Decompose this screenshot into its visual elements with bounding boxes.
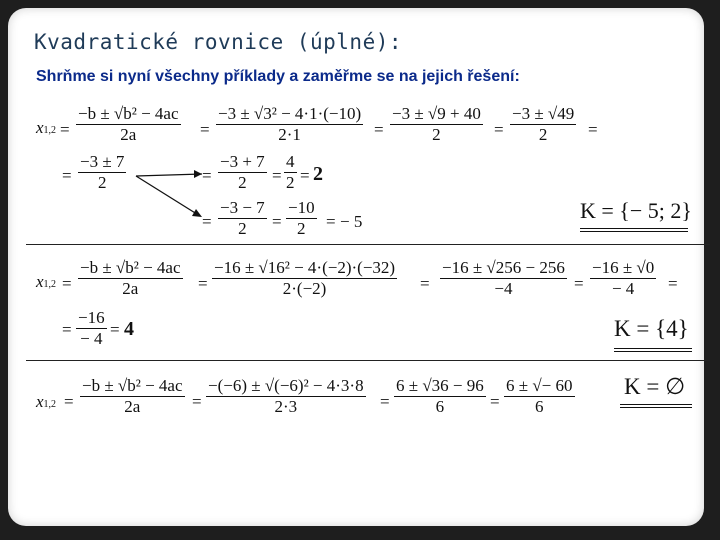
ex1-eq-5: =: [588, 120, 598, 139]
numerator: −(−6) ± √(−6)² − 4·3·8: [208, 376, 364, 395]
denominator: 2: [432, 125, 441, 145]
denominator: 6: [535, 397, 544, 417]
ex1-eq-12: =: [326, 212, 336, 231]
numerator: 6 ± √36 − 96: [396, 376, 484, 395]
denominator: 2: [286, 173, 295, 193]
numerator: −16 ± √16² − 4·(−2)·(−32): [214, 258, 396, 277]
arrow-up-head: [194, 170, 202, 178]
ex3-answer-underline: [620, 404, 692, 408]
ex1-eq-6: =: [62, 166, 72, 185]
ex3-frac-negative: [504, 376, 575, 417]
ex1-eq-1: =: [60, 120, 70, 139]
ex2-frac-final: [76, 308, 107, 349]
denominator: 2: [238, 219, 247, 239]
numerator: −16 ± √256 − 256: [442, 258, 565, 277]
numerator: −3 + 7: [220, 152, 265, 171]
ex1-lhs-sub: 1,2: [43, 125, 57, 136]
ex2-frac-sqrt: [590, 258, 656, 299]
ex1-lhs-var: x: [36, 118, 44, 137]
numerator: −b ± √b² − 4ac: [82, 376, 183, 395]
ex1-frac-10-2: [286, 198, 317, 239]
numerator: −16 ± √0: [592, 258, 655, 277]
ex3-frac-substituted: [206, 376, 366, 417]
ex3-eq-1: =: [64, 392, 74, 411]
ex2-eq-6: =: [62, 320, 72, 339]
ex1-eq-4: =: [494, 120, 504, 139]
ex1-frac-simplified: [390, 104, 483, 145]
ex1-frac-substituted: [216, 104, 363, 145]
ex3-answer: K = ∅: [624, 374, 686, 399]
ex1-frac-sqrt: [510, 104, 576, 145]
numerator: 4: [286, 152, 295, 171]
ex2-eq-2: =: [198, 274, 208, 293]
ex1-root-1: 2: [313, 163, 323, 185]
ex1-root-2: − 5: [340, 212, 363, 231]
numerator: −3 ± √9 + 40: [392, 104, 481, 123]
slide-subtitle: Shrňme si nyní všechny příklady a zaměřme se na jejich řešení:: [36, 68, 520, 85]
slide-title: Kvadratické rovnice (úplné):: [34, 30, 403, 54]
numerator: −16: [78, 308, 105, 327]
ex3-eq-2: =: [192, 392, 202, 411]
ex2-frac-formula: [78, 258, 183, 299]
denominator: 2a: [124, 397, 141, 417]
ex1-eq-8: =: [272, 166, 282, 185]
ex1-eq-7: =: [202, 166, 212, 185]
divider-2: [26, 360, 710, 361]
ex2-eq-7: =: [110, 320, 120, 339]
ex1-frac-4-2: [284, 152, 297, 193]
ex1-frac-formula: [76, 104, 181, 145]
divider-1: [26, 244, 710, 245]
ex2-frac-simplified: [440, 258, 567, 299]
ex1-frac-pm: [78, 152, 126, 193]
ex2-answer: K = {4}: [614, 316, 689, 341]
ex1-eq-9: =: [300, 166, 310, 185]
ex1-frac-minus: [218, 198, 267, 239]
denominator: 2: [538, 125, 548, 145]
arrow-down-line: [136, 176, 200, 216]
denominator: 6: [435, 397, 445, 417]
denominator: 2·3: [274, 397, 298, 417]
ex2-lhs: [36, 272, 56, 292]
ex1-lhs: [36, 118, 56, 138]
ex1-eq-3: =: [374, 120, 384, 139]
numerator: 6 ± √− 60: [506, 376, 573, 395]
ex2-lhs-var: x: [36, 272, 44, 291]
ex2-eq-3: =: [420, 274, 430, 293]
ex1-frac-plus: [218, 152, 267, 193]
ex1-answer: K = {− 5; 2}: [580, 198, 692, 223]
ex3-lhs-sub: 1,2: [43, 399, 57, 410]
ex2-answer-underline: [614, 348, 692, 352]
ex2-eq-1: =: [62, 274, 72, 293]
ex3-frac-formula: [80, 376, 185, 417]
ex1-eq-11: =: [272, 212, 282, 231]
denominator: − 4: [611, 279, 635, 299]
numerator: −3 − 7: [220, 198, 265, 217]
denominator: 2a: [120, 125, 137, 145]
denominator: 2·(−2): [282, 279, 327, 299]
denominator: 2: [97, 173, 107, 193]
denominator: − 4: [80, 329, 103, 349]
numerator: −3 ± √3² − 4·1·(−10): [218, 104, 362, 123]
denominator: 2: [238, 173, 247, 193]
numerator: −10: [288, 198, 315, 217]
ex2-eq-5: =: [668, 274, 678, 293]
ex3-lhs: [36, 392, 56, 412]
ex3-eq-4: =: [490, 392, 500, 411]
denominator: 2a: [122, 279, 139, 299]
denominator: 2: [297, 219, 306, 239]
numerator: −3 ± √49: [512, 104, 575, 123]
ex2-lhs-sub: 1,2: [43, 279, 57, 290]
arrow-up-line: [136, 174, 202, 176]
ex2-root: 4: [124, 318, 134, 340]
arrow-down-head: [192, 209, 202, 217]
ex1-eq-10: =: [202, 212, 212, 231]
ex1-eq-2: =: [200, 120, 210, 139]
ex3-frac-simplified: [394, 376, 486, 417]
denominator: −4: [494, 279, 513, 299]
numerator: −b ± √b² − 4ac: [80, 258, 181, 277]
ex2-frac-substituted: [212, 258, 397, 299]
denominator: 2·1: [278, 125, 301, 145]
numerator: −b ± √b² − 4ac: [78, 104, 179, 123]
numerator: −3 ± 7: [80, 152, 125, 171]
ex2-eq-4: =: [574, 274, 584, 293]
ex1-answer-underline: [580, 228, 688, 232]
ex3-lhs-var: x: [36, 392, 44, 411]
ex3-eq-3: =: [380, 392, 390, 411]
branch-arrows: [130, 170, 210, 222]
